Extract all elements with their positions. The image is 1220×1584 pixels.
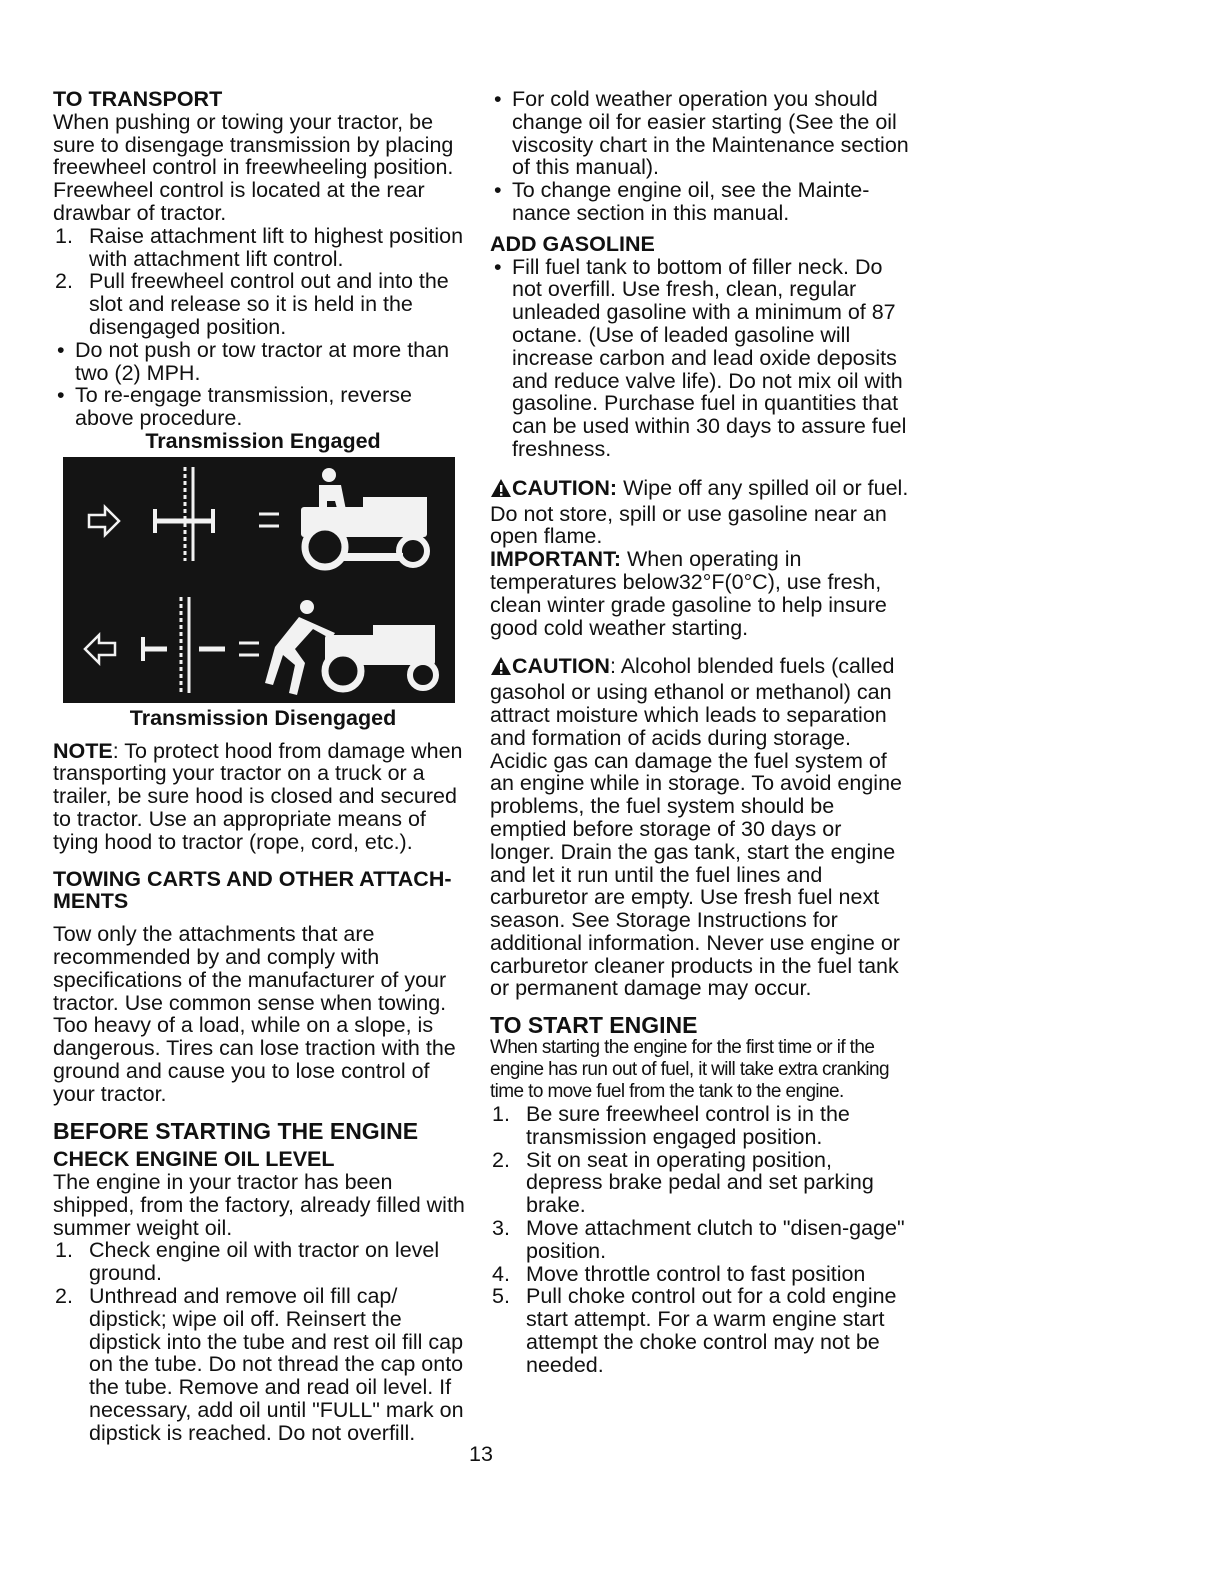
list-item: [490, 1217, 910, 1263]
step-text: Check engine oil with tractor on level ground.: [89, 1238, 440, 1286]
step-text: Pull freewheel control out and into the slot and release so it is held in the disengaged position.: [89, 269, 449, 339]
to-transport-heading: TO TRANSPORT: [53, 87, 223, 111]
note-paragraph: [53, 740, 473, 854]
right-column: [490, 88, 910, 1377]
left-column: [53, 88, 473, 1445]
person-pushing-tractor-icon: [265, 600, 436, 695]
list-item: [53, 339, 473, 385]
step-number: 2.: [492, 1147, 510, 1172]
step-number: 1.: [55, 223, 73, 248]
to-transport-steps: [53, 225, 473, 339]
warning-triangle-icon: [490, 656, 512, 681]
figure-caption-engaged: Transmission Engaged: [145, 428, 381, 453]
bullet-text: To change engine oil, see the Mainte-nance section in this manual.: [512, 178, 870, 225]
to-transport-intro: When pushing or towing your tractor, be sure to disengage transmission by placing freewheel control in freewheeling position. Freewheel control is located at the rear drawbar of tractor.: [53, 109, 454, 225]
oil-bullets: [490, 88, 910, 225]
bullet-icon: •: [57, 383, 65, 408]
bullet-icon: •: [494, 178, 502, 203]
check-oil-intro: The engine in your tractor has been shipped, from the factory, already filled with summer weight oil.: [53, 1170, 465, 1240]
important-label: IMPORTANT:: [490, 547, 621, 572]
list-item: [490, 1285, 910, 1376]
step-number: 1.: [55, 1238, 73, 1263]
disengaged-row: [85, 597, 259, 693]
bullet-text: Fill fuel tank to bottom of filler neck. Do not overfill. Use fresh, clean, regular unleaded gasoline with a minimum of 87 octane. (Use of leaded gasoline will increase carbon and lead oxide deposits and reduce valve life). Do not mix oil with gasoline. Purchase fuel in quantities that can be used within 30 days to assure fuel freshness.: [512, 254, 907, 461]
step-text: Be sure freewheel control is in the transmission engaged position.: [526, 1102, 850, 1149]
check-oil-steps: [53, 1239, 473, 1444]
list-item: [53, 1285, 473, 1445]
note-label: NOTE: [53, 738, 113, 763]
step-number: 4.: [492, 1261, 510, 1286]
towing-heading: TOWING CARTS AND OTHER ATTACH-MENTS: [53, 866, 452, 914]
bullet-icon: •: [57, 337, 65, 362]
bullet-text: For cold weather operation you should change oil for easier starting (See the oil viscosity chart in the Maintenance section of this manual).: [512, 87, 909, 180]
step-text: Move throttle control to fast position: [526, 1261, 866, 1286]
list-item: [490, 256, 910, 461]
step-text: Pull choke control out for a cold engine start attempt. For a warm engine start attempt the choke control may not be needed.: [526, 1284, 897, 1377]
towing-paragraph: Tow only the attachments that are recommended by and comply with specifications of the manufacturer of your tractor. Use common sense when towing. Too heavy of a load, while on a slope, is dangerous. Tires can lose traction with the ground and cause you to lose control of your tractor.: [53, 922, 456, 1106]
caution-text: : Alcohol blended fuels (called gasohol or using ethanol or methanol) can attract moisture which leads to separation and formation of acids during storage. Acidic gas can damage the fuel system of an engine while in storage. To avoid engine problems, the fuel system should be emptied before storage of 30 days or longer. Drain the gas tank, start the engine and let it run until the fuel lines and carburetor are empty. Use fresh fuel next season. See Storage Instructions for additional information. Never use engine or carburetor cleaner products in the fuel tank or permanent damage may occur.: [490, 654, 902, 1001]
note-text: : To protect hood from damage when transporting your tractor on a truck or a trailer, be sure hood is closed and secured to tractor. Use an appropriate means of tying hood to tractor (rope, cord, etc.).: [53, 738, 463, 854]
bullet-text: Do not push or tow tractor at more than two (2) MPH.: [75, 337, 450, 385]
bullet-text: To re-engage transmission, reverse above procedure.: [75, 383, 412, 431]
page-number: 13: [469, 1442, 493, 1466]
arrow-right-icon: [89, 507, 119, 535]
check-oil-subheading: CHECK ENGINE OIL LEVEL: [53, 1147, 335, 1172]
step-text: Sit on seat in operating position, depress brake pedal and set parking brake.: [526, 1147, 874, 1218]
step-text: Move attachment clutch to "disen-gage" position.: [526, 1216, 905, 1263]
bullet-icon: •: [494, 254, 502, 279]
important-text: When operating in temperatures below32°F(0°C), use fresh, clean winter grade gasoline to help insure good cold weather starting.: [490, 547, 887, 640]
transmission-diagram-illustration: [63, 457, 455, 703]
caution-paragraph-alcohol: [490, 655, 910, 1000]
caution-label: CAUTION: [512, 654, 610, 679]
arrow-left-icon: [85, 635, 115, 663]
list-item: [53, 384, 473, 430]
list-item: [53, 1239, 473, 1285]
list-item: [490, 1263, 910, 1286]
step-number: 2.: [55, 269, 73, 294]
before-starting-heading: BEFORE STARTING THE ENGINE: [53, 1117, 419, 1144]
list-item: [490, 1149, 910, 1217]
list-item: [490, 88, 910, 179]
list-item: [490, 179, 910, 225]
to-transport-bullets: [53, 339, 473, 430]
tractor-with-rider-icon: [301, 468, 427, 567]
step-text: Raise attachment lift to highest position with attachment lift control.: [89, 223, 464, 271]
to-start-engine-steps: [490, 1103, 910, 1377]
to-start-engine-heading: TO START ENGINE: [490, 1012, 698, 1039]
important-paragraph: [490, 548, 910, 639]
caution-paragraph-spill: [490, 477, 910, 548]
bullet-icon: •: [494, 87, 502, 111]
add-gasoline-heading: ADD GASOLINE: [490, 231, 655, 256]
list-item: [490, 1103, 910, 1149]
transmission-diagram: [63, 457, 455, 703]
warning-triangle-icon: [490, 478, 512, 503]
list-item: [53, 225, 473, 271]
step-number: 3.: [492, 1216, 510, 1241]
figure-caption-disengaged: Transmission Disengaged: [129, 705, 397, 730]
step-number: 1.: [492, 1102, 510, 1127]
engaged-row: [89, 467, 279, 561]
add-gasoline-bullets: [490, 256, 910, 461]
step-number: 5.: [492, 1284, 510, 1309]
step-number: 2.: [55, 1284, 73, 1309]
caution-text: Wipe off any spilled oil or fuel. Do not store, spill or use gasoline near an open flame.: [490, 475, 909, 549]
list-item: [53, 270, 473, 338]
to-start-engine-intro: When starting the engine for the first time or if the engine has run out of fuel, it will take extra cranking time to move fuel from the tank to the engine.: [490, 1037, 889, 1103]
step-text: Unthread and remove oil fill cap/ dipstick; wipe oil off. Reinsert the dipstick into the tube and rest oil fill cap on the tube. Do not thread the cap onto the tube. Remove and read oil level. If necessary, add oil until "FULL" mark on dipstick is reached. Do not overfill.: [89, 1284, 464, 1445]
caution-label: CAUTION:: [512, 475, 618, 500]
